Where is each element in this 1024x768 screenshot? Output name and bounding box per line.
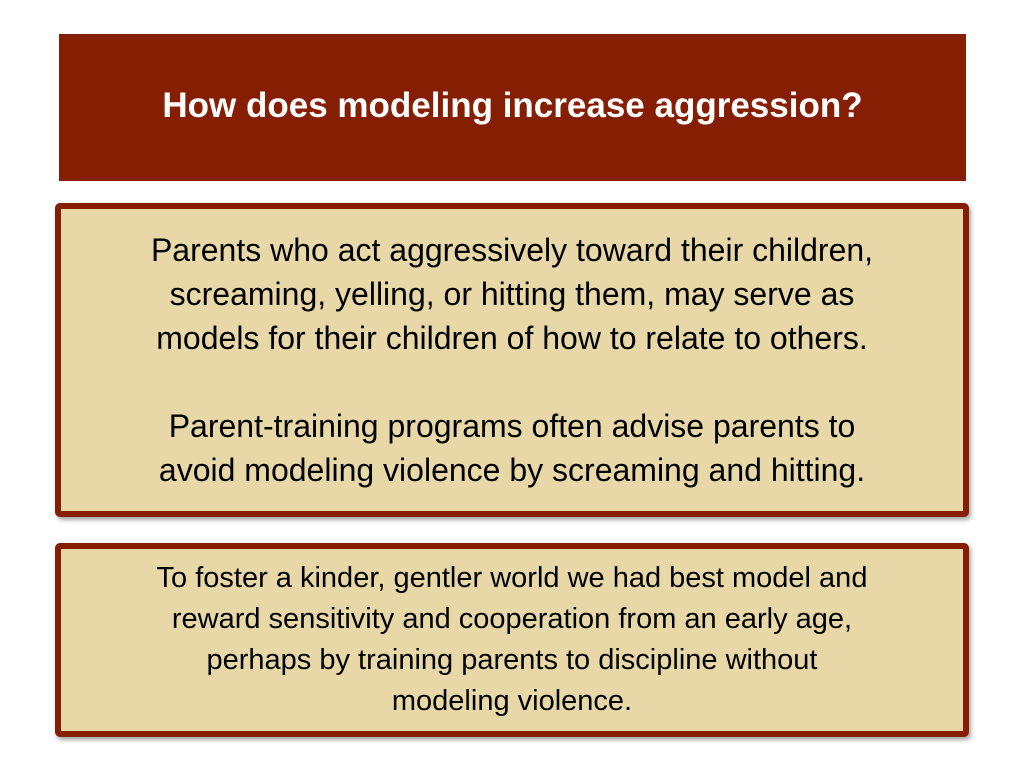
text-line: avoid modeling violence by screaming and hitting.: [158, 452, 866, 488]
text-line: models for their children of how to relate to others.: [156, 320, 868, 356]
paragraph-parents-aggression: [131, 228, 893, 360]
paragraph-parent-training: [139, 404, 885, 492]
text-line: screaming, yelling, or hitting them, may serve as: [169, 276, 855, 312]
text-line: reward sensitivity and cooperation from an early age,: [171, 603, 853, 635]
text-line: perhaps by training parents to discipline without: [206, 644, 818, 676]
title-bar: [59, 34, 966, 181]
paragraph-kinder-world: [137, 558, 888, 722]
content-box-kinder-world: [55, 543, 969, 737]
content-box-parents: [55, 203, 969, 517]
slide-title: How does modeling increase aggression?: [162, 85, 863, 125]
text-line: Parents who act aggressively toward their children,: [150, 232, 874, 268]
text-line: modeling violence.: [391, 685, 633, 717]
text-line: To foster a kinder, gentler world we had best model and: [156, 562, 868, 594]
text-line: Parent-training programs often advise parents to: [168, 408, 856, 444]
